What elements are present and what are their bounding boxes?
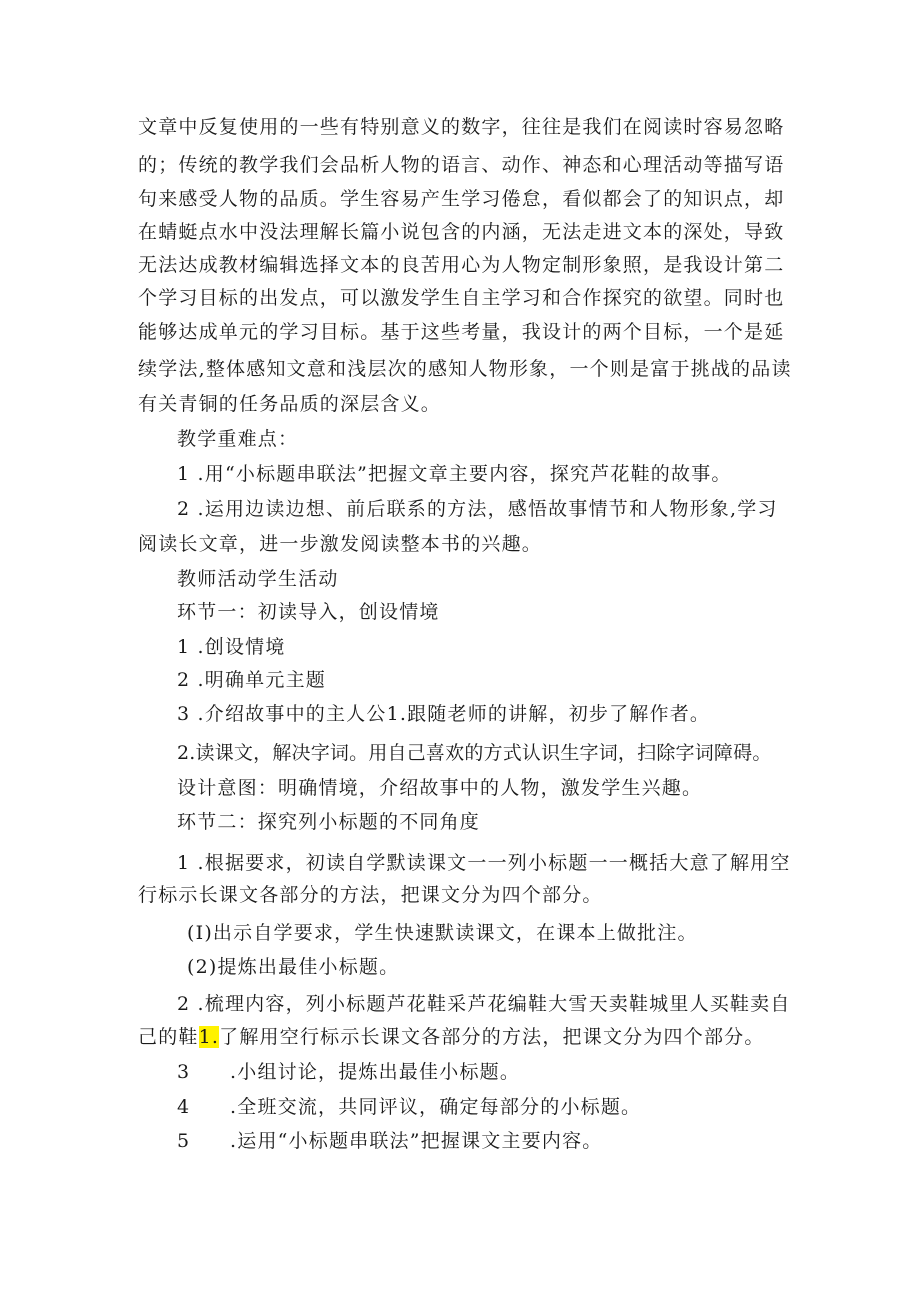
key-point-1: 1 .用“小标题串联法”把握文章主要内容，探究芦花鞋的故事。	[177, 463, 732, 485]
intro-line-3: 句来感受人物的品质。学生容易产生学习倦怠，看似都会了的知识点，却	[138, 188, 785, 210]
section-2-item-2-line-2	[138, 1025, 765, 1049]
section-2-item-4-text: .全班交流，共同评议，确定每部分的小标题。	[230, 1096, 642, 1118]
section-1-item-1: 1 .创设情境	[177, 636, 286, 658]
highlighted-number: 1.	[198, 1026, 220, 1048]
section-2-item-5-text: .运用“小标题串联法”把握课文主要内容。	[230, 1130, 603, 1152]
intro-line-1: 文章中反复使用的一些有特别意义的数字，往往是我们在阅读时容易忽略	[138, 116, 785, 138]
intro-line-4: 在蜻蜓点水中没法理解长篇小说包含的内涵，无法走进文本的深处，导致	[138, 221, 785, 243]
section-1-item-4: 2.读课文，解决字词。用自己喜欢的方式认识生字词，扫除字词障碍。	[177, 742, 772, 764]
section-2-item-5-number: 5	[177, 1130, 191, 1152]
intro-line-2: 的；传统的教学我们会品析人物的语言、动作、神态和心理活动等描写语	[138, 154, 785, 176]
intro-line-7: 能够达成单元的学习目标。基于这些考量，我设计的两个目标，一个是延	[138, 321, 785, 343]
section-1-heading: 环节一：初读导入，创设情境	[177, 601, 440, 623]
section-2-item-4-number: 4	[177, 1096, 191, 1118]
section-2-item-2-line-1: 2 .梳理内容，列小标题芦花鞋采芦花编鞋大雪天卖鞋城里人买鞋卖自	[177, 993, 791, 1015]
section-2-sub-2: (2)提炼出最佳小标题。	[187, 956, 400, 978]
section-2-item-1-line-2: 行标示长课文各部分的方法，把课文分为四个部分。	[138, 884, 603, 906]
intro-line-8: 续学法,整体感知文意和浅层次的感知人物形象，一个则是富于挑战的品读	[138, 358, 792, 380]
section-2-item-2-line-2-start: 己的鞋	[138, 1026, 199, 1048]
intro-line-9: 有关青铜的任务品质的深层含义。	[138, 393, 442, 415]
section-1-item-3: 3 .介绍故事中的主人公1.跟随老师的讲解，初步了解作者。	[177, 703, 711, 725]
activities-heading: 教师活动学生活动	[177, 568, 339, 590]
key-points-heading: 教学重难点：	[177, 428, 299, 450]
section-1-item-2: 2 .明确单元主题	[177, 669, 326, 691]
section-2-item-1-line-1: 1 .根据要求，初读自学默读课文一一列小标题一一概括大意了解用空	[177, 852, 791, 874]
section-2-item-3-number: 3	[177, 1061, 191, 1083]
section-2-sub-1: (I)出示自学要求，学生快速默读课文，在课本上做批注。	[187, 922, 698, 944]
section-2-item-2-line-2-end: 了解用空行标示长课文各部分的方法，把课文分为四个部分。	[219, 1026, 765, 1048]
key-point-2-line-2: 阅读长文章，进一步激发阅读整本书的兴趣。	[138, 533, 543, 555]
key-point-2-line-1: 2 .运用边读边想、前后联系的方法，感悟故事情节和人物形象,学习	[177, 498, 778, 520]
intro-line-5: 无法达成教材编辑选择文本的良苦用心为人物定制形象照，是我设计第二	[138, 254, 785, 276]
intro-line-6: 个学习目标的出发点，可以激发学生自主学习和合作探究的欲望。同时也	[138, 287, 785, 309]
section-2-item-3-text: .小组讨论，提炼出最佳小标题。	[230, 1061, 521, 1083]
design-intent: 设计意图：明确情境，介绍故事中的人物，激发学生兴趣。	[177, 777, 703, 799]
section-2-heading: 环节二：探究列小标题的不同角度	[177, 811, 481, 833]
